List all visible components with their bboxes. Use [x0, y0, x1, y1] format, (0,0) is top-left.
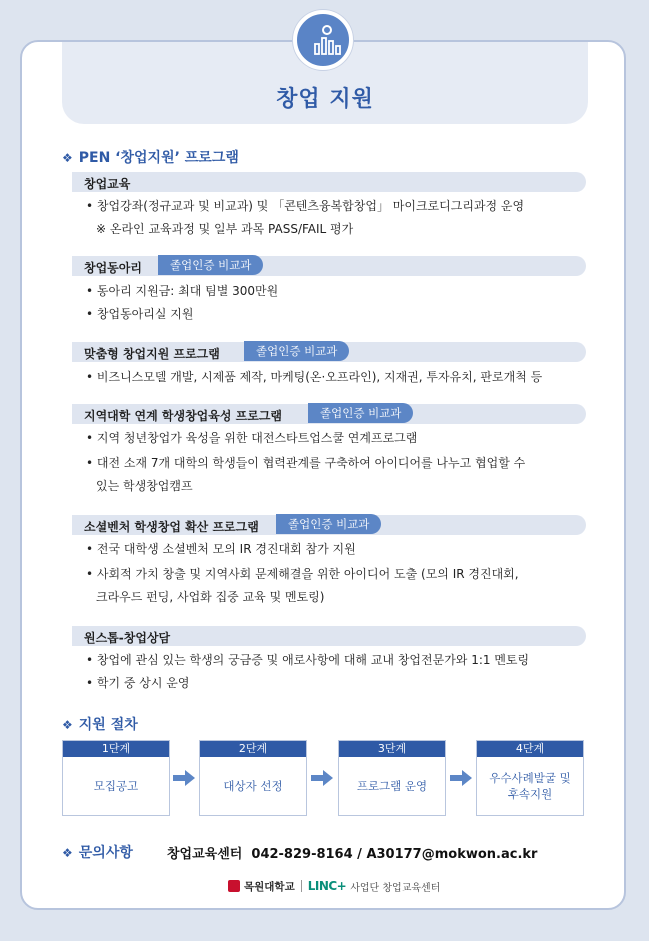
list-item: • 대전 소재 7개 대학의 학생들이 협력관계를 구축하여 아이디어를 나누고 협업할 수: [86, 456, 526, 470]
step-stage: 4단계: [477, 741, 583, 757]
list-item: • 사회적 가치 창출 및 지역사회 문제해결을 위한 아이디어 도출 (모의 IR 경진대회,: [86, 567, 519, 581]
group-social: [72, 515, 586, 535]
step-stage: 3단계: [339, 741, 445, 757]
step-2: [199, 740, 307, 816]
step-3: [338, 740, 446, 816]
list-item: • 창업에 관심 있는 학생의 궁금증 및 애로사항에 대해 교내 창업전문가와 1:1 멘토링: [86, 653, 530, 667]
university-name: 목원대학교: [244, 880, 295, 893]
university-logo-icon: [228, 880, 240, 892]
contact-heading: ❖ 문의사항: [62, 845, 133, 861]
step-1: [62, 740, 170, 816]
list-item: ※ 온라인 교육과정 및 일부 과목 PASS/FAIL 평가: [96, 222, 354, 236]
group-regional: [72, 404, 586, 424]
step-text: 대상자 선정: [223, 779, 283, 793]
diamond-icon: ❖: [62, 151, 73, 165]
group-label: 창업동아리: [84, 261, 142, 275]
list-item: 크라우드 펀딩, 사업화 집중 교육 및 멘토링): [96, 590, 325, 604]
group-label: 원스톱-창업상담: [84, 631, 171, 645]
list-item: • 창업강좌(정규교과 및 비교과) 및 「콘텐츠융복합창업」 마이크로디그리과정 운영: [86, 199, 525, 213]
diamond-icon: ❖: [62, 718, 73, 732]
arrow-right-icon: [173, 770, 195, 786]
program-heading: ❖ PEN ‘창업지원’ 프로그램: [62, 150, 239, 166]
graduation-tag: 졸업인증 비교과: [244, 341, 349, 361]
group-label: 지역대학 연계 학생창업육성 프로그램: [84, 409, 283, 423]
list-item: 있는 학생창업캠프: [96, 479, 193, 493]
step-stage: 1단계: [63, 741, 169, 757]
step-stage: 2단계: [200, 741, 306, 757]
step-text: 프로그램 운영: [356, 779, 428, 793]
procedure-heading: ❖ 지원 절차: [62, 717, 138, 733]
people-chart-icon: [293, 10, 353, 70]
group-label: 맞춤형 창업지원 프로그램: [84, 347, 220, 361]
graduation-tag: 졸업인증 비교과: [308, 403, 413, 423]
group-label: 소셜벤처 학생창업 확산 프로그램: [84, 520, 259, 534]
group-onestop: [72, 626, 586, 646]
list-item: • 전국 대학생 소셜벤처 모의 IR 경진대회 참가 지원: [86, 542, 356, 556]
group-label: 창업교육: [84, 177, 131, 191]
graduation-tag: 졸업인증 비교과: [158, 255, 263, 275]
step-4: [476, 740, 584, 816]
footer-logos: [228, 878, 440, 894]
arrow-right-icon: [311, 770, 333, 786]
list-item: • 지역 청년창업가 육성을 위한 대전스타트업스쿨 연계프로그램: [86, 431, 418, 445]
diamond-icon: ❖: [62, 846, 73, 860]
group-education: [72, 172, 586, 192]
list-item: • 창업동아리실 지원: [86, 307, 194, 321]
group-custom: [72, 342, 586, 362]
step-text: 우수사례발굴 및 후속지원: [489, 771, 571, 801]
list-item: • 동아리 지원금: 최대 팀별 300만원: [86, 284, 279, 298]
list-item: • 비즈니스모델 개발, 시제품 제작, 마케팅(온·오프라인), 지재권, 투자유치, 판로개척 등: [86, 370, 543, 384]
page-title: 창업 지원: [276, 87, 374, 112]
org-name: 사업단 창업교육센터: [350, 882, 441, 894]
step-text: 모집공고: [93, 779, 139, 793]
graduation-tag: 졸업인증 비교과: [276, 514, 381, 534]
contact-info: 창업교육센터 042-829-8164 / A30177@mokwon.ac.kr: [167, 847, 538, 862]
divider: [301, 880, 302, 892]
linc-logo: LINC+: [307, 879, 347, 893]
arrow-right-icon: [450, 770, 472, 786]
group-club: [72, 256, 586, 276]
list-item: • 학기 중 상시 운영: [86, 676, 190, 690]
